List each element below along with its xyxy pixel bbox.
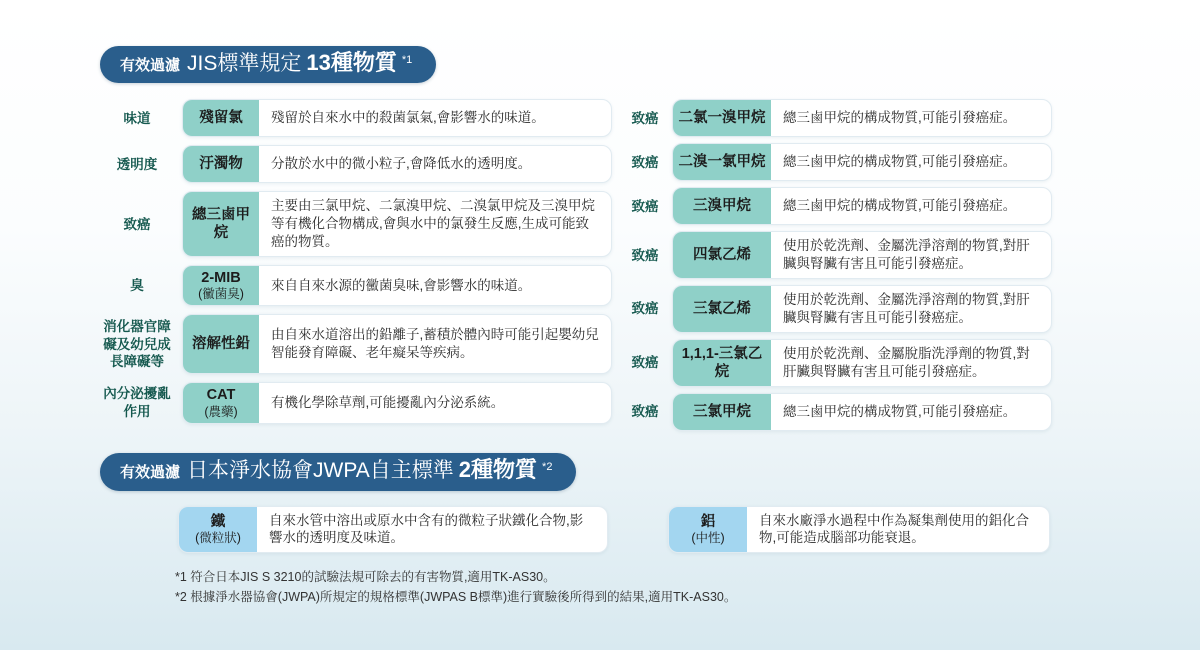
- substance-card: [672, 99, 1052, 137]
- substance-name-cell: [183, 266, 259, 305]
- substance-name-cell: [183, 315, 259, 373]
- substance-row: [100, 145, 612, 183]
- substance-card: [672, 339, 1052, 387]
- substance-row: [628, 393, 1052, 431]
- substance-card: [672, 285, 1052, 333]
- substance-card: [182, 99, 612, 137]
- substance-name: 二溴一氯甲烷: [678, 154, 766, 171]
- substance-name-cell: [183, 192, 259, 256]
- substance-description: 使用於乾洗劑、金屬脫脂洗淨劑的物質,對肝臟與腎臟有害且可能引發癌症。: [783, 346, 1030, 380]
- substance-name-cell: [183, 100, 259, 136]
- substance-row: [628, 285, 1052, 333]
- hazard-category-label: 致癌: [631, 247, 659, 263]
- substance-description: 由自來水道溶出的鉛離子,蓄積於體內時可能引起嬰幼兒智能發育障礙、老年癡呆等疾病。: [271, 327, 599, 361]
- substance-description: 來自自來水源的黴菌臭味,會影響水的味道。: [271, 277, 532, 293]
- hazard-category-label: 內分泌擾亂作用: [103, 386, 171, 419]
- substance-name-cell: [673, 144, 771, 180]
- jwpa-substance-card: [178, 506, 608, 554]
- jis-table-right-column: [628, 99, 1052, 431]
- substance-description: 總三鹵甲烷的構成物質,可能引發癌症。: [783, 404, 1017, 420]
- jis-section: [0, 46, 1200, 431]
- substance-name: 汙濁物: [199, 156, 243, 173]
- substance-card: [672, 393, 1052, 431]
- substance-description: 使用於乾洗劑、金屬洗淨溶劑的物質,對肝臟與腎臟有害且可能引發癌症。: [783, 238, 1030, 272]
- substance-name: 三溴甲烷: [693, 198, 751, 215]
- substance-name-cell: [179, 507, 257, 553]
- substance-card: [182, 145, 612, 183]
- substance-name-cell: [673, 188, 771, 224]
- substance-row: [628, 339, 1052, 387]
- substance-name: 鐵: [210, 513, 226, 530]
- hazard-category-label: 臭: [130, 278, 144, 294]
- substance-name: 二氯一溴甲烷: [678, 110, 766, 127]
- hazard-category-label: 致癌: [631, 198, 659, 214]
- substance-row: [628, 231, 1052, 279]
- hazard-category-label: 味道: [123, 110, 151, 126]
- substance-card: [672, 143, 1052, 181]
- substance-subname: (黴菌臭): [198, 287, 244, 302]
- footnote-line: *1 符合日本JIS S 3210的試驗法規可除去的有害物質,適用TK-AS30。: [175, 570, 556, 585]
- substance-row: [100, 382, 612, 423]
- substance-card: [672, 231, 1052, 279]
- jwpa-items-row: [0, 506, 1200, 554]
- substance-name-cell: [183, 383, 259, 422]
- substance-row: [100, 265, 612, 306]
- substance-name-cell: [183, 146, 259, 182]
- badge-prefix: 有效過濾: [120, 57, 181, 74]
- substance-name: 1,1,1-三氯乙烷: [681, 346, 763, 381]
- substance-name-cell: [673, 100, 771, 136]
- jis-table-left-column: [100, 99, 612, 431]
- substance-description: 使用於乾洗劑、金屬洗淨溶劑的物質,對肝臟與腎臟有害且可能引發癌症。: [783, 292, 1030, 326]
- substance-subname: (農藥): [204, 404, 238, 419]
- jis-section-badge: [100, 46, 436, 83]
- substance-card: [182, 191, 612, 257]
- substance-row: [100, 314, 612, 374]
- substance-name: 三氯乙烯: [693, 301, 751, 318]
- hazard-category-label: 消化器官障礙及幼兒成長障礙等: [103, 319, 171, 370]
- badge-substance-count: 13種物質: [306, 50, 397, 75]
- substance-card: [182, 314, 612, 374]
- substance-row: [100, 191, 612, 257]
- hazard-category-label: 致癌: [631, 404, 659, 420]
- hazard-category-label: 致癌: [123, 216, 151, 232]
- substance-name-cell: [669, 507, 747, 553]
- hazard-category-label: 致癌: [631, 355, 659, 371]
- substance-description: 有機化學除草劑,可能擾亂內分泌系統。: [271, 394, 505, 410]
- substance-row: [628, 99, 1052, 137]
- badge-prefix: 有效過濾: [120, 464, 181, 482]
- substance-subname: (微粒狀): [195, 531, 241, 546]
- substance-card: [182, 265, 612, 306]
- hazard-category-label: 透明度: [116, 156, 158, 172]
- substance-row: [100, 99, 612, 137]
- substance-description: 總三鹵甲烷的構成物質,可能引發癌症。: [783, 110, 1017, 126]
- footnote-line: *2 根據淨水器協會(JWPA)所規定的規格標準(JWPAS B標準)進行實驗後所得到的結果,適用TK-AS30。: [175, 590, 737, 605]
- substance-description: 自來水廠淨水過程中作為凝集劑使用的鋁化合物,可能造成腦部功能衰退。: [759, 512, 1029, 546]
- substance-description: 殘留於自來水中的殺菌氯氣,會影響水的味道。: [271, 110, 545, 126]
- hazard-category-label: 致癌: [631, 301, 659, 317]
- substance-name-cell: [673, 232, 771, 278]
- substance-row: [628, 187, 1052, 225]
- substance-card: [182, 382, 612, 423]
- substance-name: CAT: [206, 387, 236, 404]
- substance-name-cell: [673, 286, 771, 332]
- substance-card: [672, 187, 1052, 225]
- substance-name: 殘留氯: [199, 110, 243, 127]
- substance-name: 三氯甲烷: [693, 404, 751, 421]
- substance-name-cell: [673, 394, 771, 430]
- substance-name: 總三鹵甲烷: [192, 207, 250, 242]
- substance-row: [628, 143, 1052, 181]
- hazard-category-label: 致癌: [631, 110, 659, 126]
- footnotes: [175, 567, 1200, 607]
- badge-title: JIS標準規定: [187, 52, 302, 75]
- substance-description: 自來水管中溶出或原水中含有的微粒子狀鐵化合物,影響水的透明度及味道。: [269, 512, 584, 546]
- hazard-category-label: 致癌: [631, 154, 659, 170]
- substance-name: 溶解性鉛: [192, 336, 250, 353]
- substance-name: 鋁: [700, 513, 716, 530]
- substance-description: 主要由三氯甲烷、二氯溴甲烷、二溴氯甲烷及三溴甲烷等有機化合物構成,會與水中的氯發生反應,生成可能致癌的物質。: [271, 198, 595, 250]
- substance-name: 2-MIB: [201, 270, 241, 287]
- badge-footnote-marker: *1: [401, 54, 413, 66]
- substance-name-cell: [673, 340, 771, 386]
- jwpa-substance-card: [668, 506, 1050, 554]
- substance-subname: (中性): [691, 531, 725, 546]
- substance-name: 四氯乙烯: [693, 247, 751, 264]
- substance-description: 分散於水中的微小粒子,會降低水的透明度。: [271, 156, 532, 172]
- jwpa-section: [0, 453, 1200, 553]
- badge-footnote-marker: *2: [542, 461, 553, 474]
- substance-description: 總三鹵甲烷的構成物質,可能引發癌症。: [783, 154, 1017, 170]
- jis-substance-tables: [0, 99, 1200, 431]
- jwpa-section-badge: [100, 453, 576, 490]
- substance-description: 總三鹵甲烷的構成物質,可能引發癌症。: [783, 198, 1017, 214]
- badge-substance-count: 2種物質: [458, 457, 538, 483]
- badge-title: 日本淨水協會JWPA自主標準: [187, 459, 454, 483]
